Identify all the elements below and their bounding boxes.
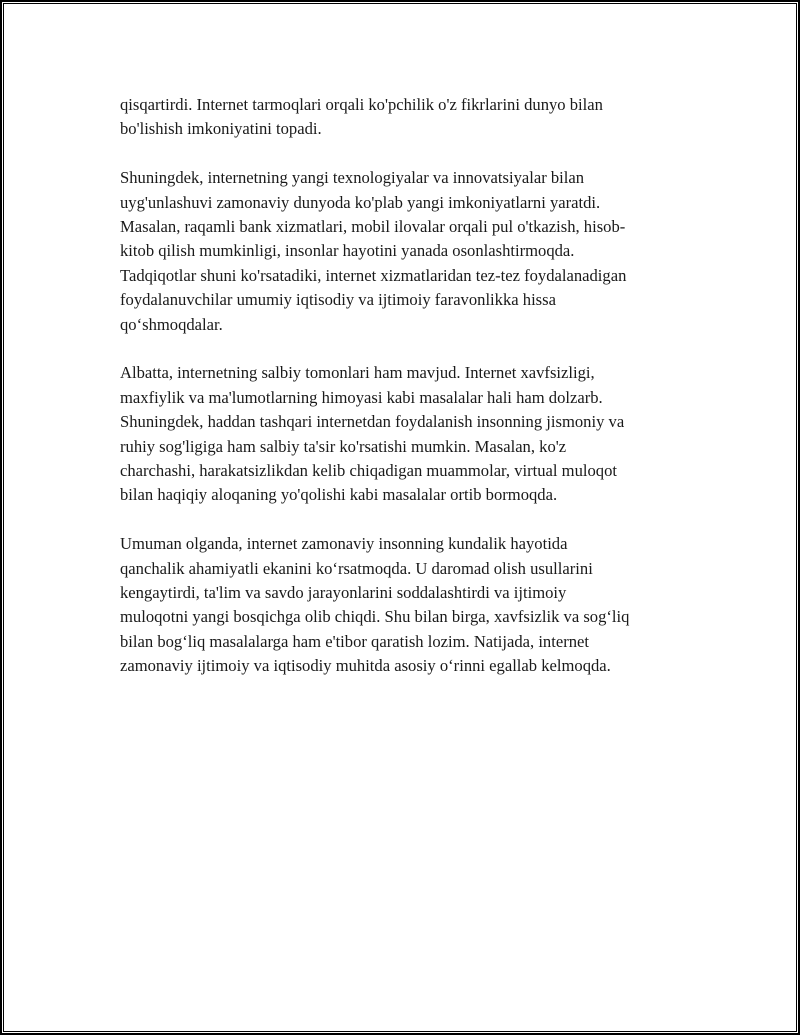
text-line: qisqartirdi. Internet tarmoqlari orqali ko'pchilik o'z fikrlarini dunyo bilan — [120, 95, 603, 114]
text-line: bilan haqiqiy aloqaning yo'qolishi kabi masalalar ortib bormoqda. — [120, 485, 558, 505]
text-line: Shuningdek, haddan tashqari internetdan foydalanish insonning jismoniy va — [120, 412, 625, 432]
text-line: ruhiy sog'ligiga ham salbiy ta'sir ko'rsatishi mumkin. Masalan, ko'z — [120, 436, 567, 456]
text-line: Tadqiqotlar shuni ko'rsatadiki, internet xizmatlaridan tez-tez foydalanadigan — [120, 265, 627, 285]
text-line: uyg'unlashuvi zamonaviy dunyoda ko'plab yangi imkoniyatlarni yaratdi. — [120, 192, 601, 212]
paragraph-4 — [120, 532, 700, 678]
text-line: maxfiylik va ma'lumotlarning himoyasi kabi masalalar hali ham dolzarb. — [120, 387, 603, 407]
text-line: Masalan, raqamli bank xizmatlari, mobil ilovalar orqali pul o'tkazish, hisob- — [120, 217, 626, 237]
text-line: Umuman olganda, internet zamonaviy insonning kundalik hayotida — [120, 534, 568, 554]
text-line: Albatta, internetning salbiy tomonlari ham mavjud. Internet xavfsizligi, — [120, 363, 595, 383]
text-line: muloqotni yangi bosqichga olib chiqdi. Shu bilan birga, xavfsizlik va sog‘liq — [120, 607, 630, 627]
text-line: bilan bog‘liq masalalarga ham e'tibor qaratish lozim. Natijada, internet — [120, 631, 590, 651]
text-line: qanchalik ahamiyatli ekanini ko‘rsatmoqda. U daromad olish usullarini — [120, 558, 593, 578]
text-line: kengaytirdi, ta'lim va savdo jarayonlarini soddalashtirdi va ijtimoiy — [120, 583, 567, 603]
text-line: Shuningdek, internetning yangi texnologiyalar va innovatsiyalar bilan — [120, 168, 585, 188]
text-line: bo'lishish imkoniyatini topadi. — [120, 119, 322, 139]
document-body — [120, 93, 700, 703]
text-line: foydalanuvchilar umumiy iqtisodiy va ijtimoiy faravonlikka hissa — [120, 290, 556, 310]
text-line: kitob qilish mumkinligi, insonlar hayotini yanada osonlashtirmoqda. — [120, 241, 575, 261]
paragraph-2 — [120, 166, 700, 337]
paragraph-3 — [120, 361, 700, 507]
text-line: zamonaviy ijtimoiy va iqtisodiy muhitda asosiy o‘rinni egallab kelmoqda. — [120, 656, 611, 676]
text-line: qo‘shmoqdalar. — [120, 314, 223, 334]
paragraph-1 — [120, 93, 700, 142]
text-line: charchashi, harakatsizlikdan kelib chiqadigan muammolar, virtual muloqot — [120, 461, 617, 481]
